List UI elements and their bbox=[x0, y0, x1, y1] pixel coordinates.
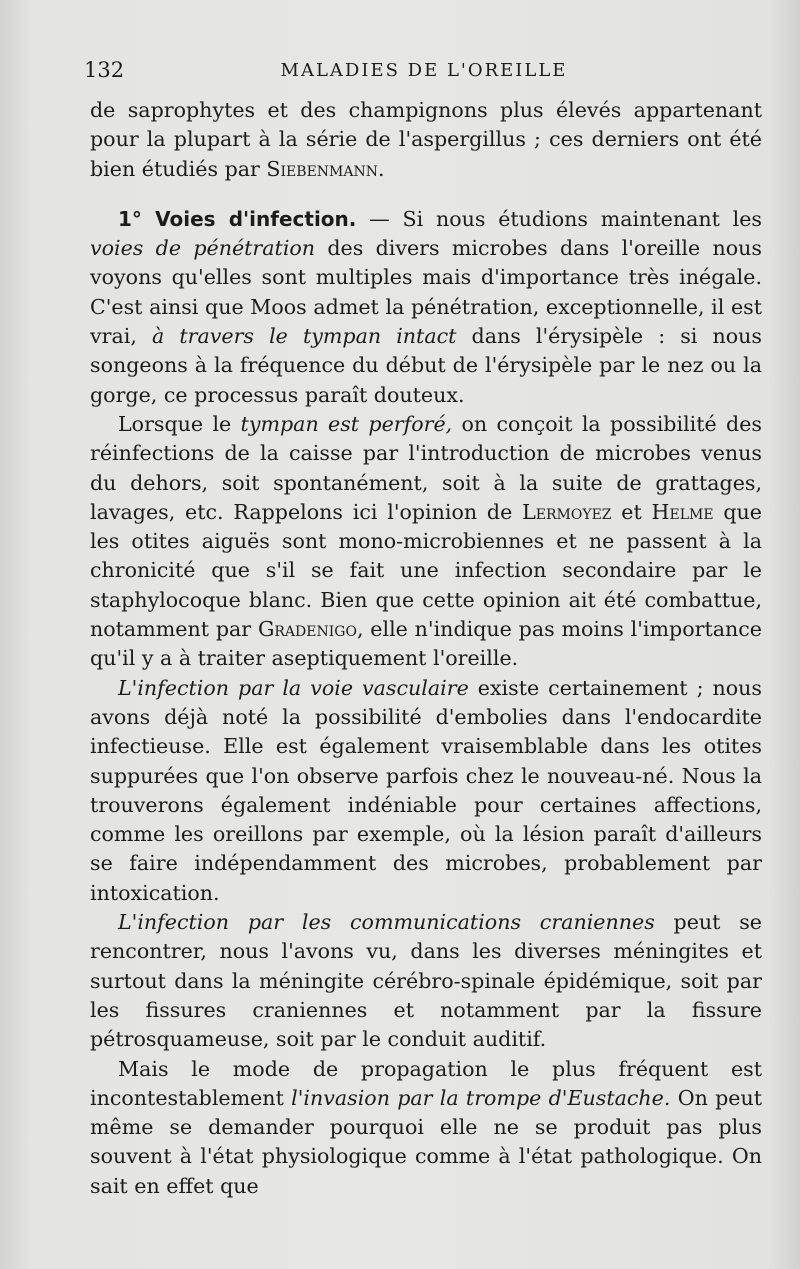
running-title: MALADIES DE L'OREILLE bbox=[280, 60, 568, 81]
paragraph-eustache: Mais le mode de propagation le plus fréquent est incontestablement l'invasion par la trompe d'Eustache. On peut même se demander pourquoi elle ne se produit pas plus souvent à l'état physiologique comme à l'état pathologique. On sait en effet que bbox=[90, 1056, 763, 1198]
author-lermoyez: Lermoyez bbox=[522, 499, 612, 524]
body-text bbox=[90, 96, 762, 1201]
paragraph-vasculaire: L'infection par la voie vasculaire existe certainement ; nous avons déjà noté la possibilité d'embolies dans l'endocardite infectieuse. Elle est également vraisemblable dans les otites suppurées que l'on observe parfois chez le nouveau-né. Nous la trouverons également indéniable pour certaines affections, comme les oreillons par exemple, où la lésion paraît d'ailleurs se faire indépendamment des microbes, probablement par intoxication. bbox=[90, 675, 762, 905]
paragraph-tympan: Lorsque le tympan est perforé, on conçoit la possibilité des réinfections de la caisse par l'introduction de microbes venus du dehors, soit spontanément, soit à la suite de grattages, lavages, etc. Rappelons ici l'opinion de Lermoyez et Helme que les otites aiguës sont mono-microbiennes et ne passent à la chronicité que s'il se fait une infection secondaire par le staphylocoque blanc. Bien que cette opinion ait été combattue, notamment par Gradenigo, elle n'indique pas moins l'importance qu'il y a à traiter aseptiquement l'oreille. bbox=[90, 411, 762, 671]
page-header bbox=[84, 58, 764, 88]
author-helme: Helme bbox=[651, 499, 714, 524]
page-number: 132 bbox=[84, 58, 125, 82]
author-siebenmann: Siebenmann bbox=[266, 156, 378, 181]
paragraph-craniennes: L'infection par les communications craniennes peut se rencontrer, nous l'avons vu, dans les diverses méningites et surtout dans la méningite cérébro-spinale épidémique, soit par les fissures craniennes et notamment par la fissure pétrosquameuse, soit par le conduit auditif. bbox=[90, 910, 762, 1052]
paragraph-voies-infection: 1° Voies d'infection. — Si nous étudions maintenant les voies de pénétration des divers microbes dans l'oreille nous voyons qu'elles sont multiples mais d'importance très inégale. C'est ainsi que Moos admet la pénétration, exceptionnelle, il est vrai, à travers le tympan intact dans l'érysipèle : si nous songeons à la fréquence du début de l'érysipèle par le nez ou la gorge, ce processus paraît douteux. bbox=[90, 206, 763, 407]
author-gradenigo: Gradenigo bbox=[257, 617, 357, 642]
paragraph-intro: de saprophytes et des champignons plus élevés appartenant pour la plupart à la série de l'aspergillus ; ces derniers ont été bien étudiés par Siebenmann. bbox=[90, 98, 762, 181]
section-heading: 1° Voies d'infection. bbox=[118, 206, 357, 231]
